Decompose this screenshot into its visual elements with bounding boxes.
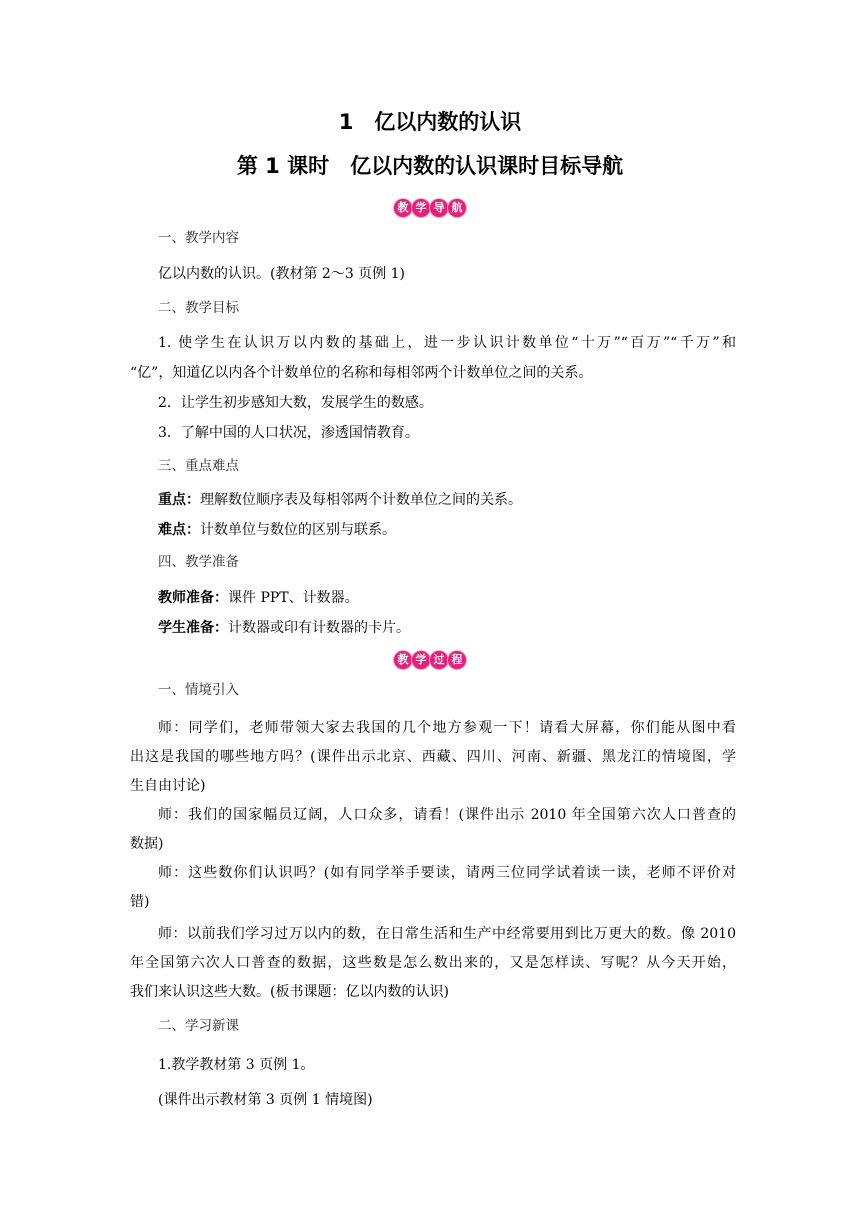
- paragraph: 师：以前我们学习过万以内的数，在日常生活和生产中经常要用到比万更大的数。像 2010: [158, 926, 736, 942]
- paragraph: 师：这些数你们认识吗？(如有同学举手要读，请两三位同学试着读一读，老师不评价对: [158, 865, 736, 881]
- section-heading: 二、学习新课: [158, 1018, 239, 1034]
- paragraph: 师：同学们，老师带领大家去我国的几个地方参观一下！请看大屏幕，你们能从图中看: [158, 720, 736, 736]
- label: 难点：: [158, 522, 200, 538]
- badge-char: 导: [430, 199, 448, 217]
- lesson-title: 1 亿以内数的认识: [338, 110, 522, 134]
- section-heading: 一、情境引入: [158, 682, 239, 698]
- paragraph: 错): [130, 894, 150, 910]
- paragraph: 年全国第六次人口普查的数据，这些数是怎么数出来的，又是怎样读、写呢？从今天开始，: [130, 955, 736, 971]
- text: 理解数位顺序表及每相邻两个计数单位之间的关系。: [200, 492, 522, 508]
- label: 教师准备：: [158, 590, 228, 606]
- paragraph: “亿”，知道亿以内各个计数单位的名称和每相邻两个计数单位之间的关系。: [130, 365, 593, 381]
- badge-char: 程: [448, 651, 466, 669]
- paragraph: 1. 使学生在认识万以内数的基础上，进一步认识计数单位“十万”“百万”“千万”和: [158, 335, 736, 351]
- badge-teaching-guide: [0, 196, 860, 217]
- section-heading: 二、教学目标: [158, 300, 239, 316]
- badge-char: 学: [412, 199, 430, 217]
- key-point: [158, 490, 764, 510]
- badge-char: 教: [394, 199, 412, 217]
- text: 计数器或印有计数器的卡片。: [228, 620, 410, 636]
- paragraph: 出这是我国的哪些地方吗？(课件出示北京、西藏、四川、河南、新疆、黑龙江的情境图，学: [130, 749, 736, 765]
- badge-char: 教: [394, 651, 412, 669]
- section-heading: 四、教学准备: [158, 554, 239, 570]
- paragraph: 生自由讨论): [130, 778, 206, 794]
- paragraph: 亿以内数的认识。(教材第 2～3 页例 1): [158, 266, 405, 282]
- paragraph: 我们来认识这些大数。(板书课题：亿以内数的认识): [130, 984, 449, 1000]
- label: 重点：: [158, 492, 200, 508]
- paragraph: 数据): [130, 836, 164, 852]
- teacher-prep: [158, 588, 764, 608]
- student-prep: [158, 618, 764, 638]
- badge-char: 过: [430, 651, 448, 669]
- badge-char: 学: [412, 651, 430, 669]
- lesson-subtitle: 第 1 课时 亿以内数的认识课时目标导航: [236, 154, 624, 178]
- label: 学生准备：: [158, 620, 228, 636]
- paragraph: 1.教学教材第 3 页例 1。: [158, 1057, 315, 1073]
- section-heading: 一、教学内容: [158, 230, 239, 246]
- section-heading: 三、重点难点: [158, 458, 239, 474]
- paragraph: 师：我们的国家幅员辽阔，人口众多，请看！(课件出示 2010 年全国第六次人口普查的: [158, 807, 736, 823]
- difficult-point: [158, 520, 764, 540]
- text: 课件 PPT、计数器。: [228, 590, 359, 606]
- badge-teaching-process: [0, 648, 860, 669]
- text: 计数单位与数位的区别与联系。: [200, 522, 396, 538]
- paragraph: 3．了解中国的人口状况，渗透国情教育。: [158, 425, 419, 441]
- paragraph: (课件出示教材第 3 页例 1 情境图): [158, 1092, 373, 1108]
- paragraph: 2．让学生初步感知大数，发展学生的数感。: [158, 395, 433, 411]
- badge-char: 航: [448, 199, 466, 217]
